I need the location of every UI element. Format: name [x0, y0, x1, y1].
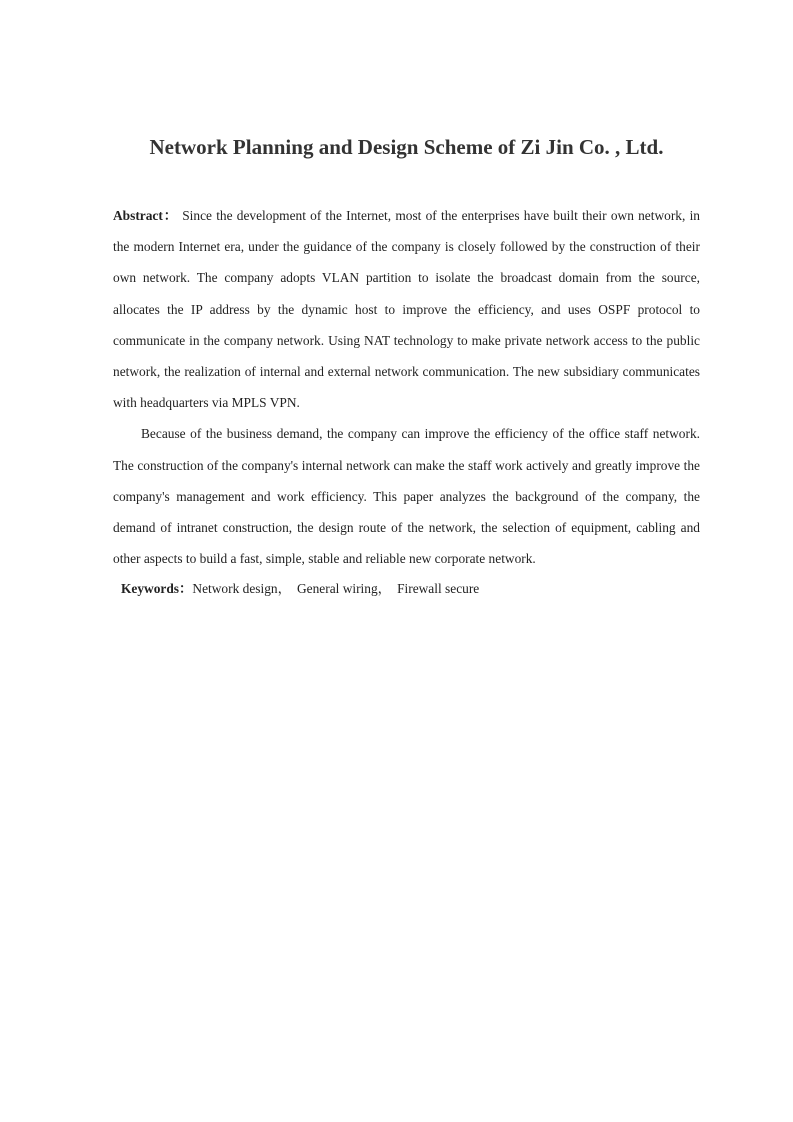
- abstract-section: [113, 200, 700, 574]
- keywords-line: [121, 573, 479, 604]
- keyword-item: General wiring: [296, 581, 378, 596]
- keywords-label: Keywords：: [121, 581, 193, 596]
- abstract-paragraph-2: Because of the business demand, the company can improve the efficiency of the office staff network. The construction of the company's internal network can make the staff work actively and greatly improve the company's management and work efficiency. This paper analyzes the background of the company, the demand of intranet construction, the design route of the network, the selection of equipment, cabling and other aspects to build a fast, simple, stable and reliable new corporate network.: [113, 426, 700, 567]
- paper-title: Network Planning and Design Scheme of Zi Jin Co. , Ltd.: [149, 135, 664, 159]
- abstract-paragraph-1: [113, 200, 700, 418]
- abstract-label: Abstract：: [113, 208, 178, 223]
- keyword-separator: ，: [277, 581, 291, 596]
- keyword-item: Firewall secure: [397, 581, 480, 596]
- keyword-separator: ，: [377, 581, 392, 596]
- abstract-text-1: Since the development of the Internet, most of the enterprises have built their own network, in the modern Internet era, under the guidance of the company is closely followed by the construction of their own network. The company adopts VLAN partition to isolate the broadcast domain from the source, allocates the IP address by the dynamic host to improve the efficiency, and uses OSPF protocol to communicate in the company network. Using NAT technology to make private network access to the public network, the realization of internal and external network communication. The new subsidiary communicates with headquarters via MPLS VPN.: [113, 208, 700, 411]
- keyword-item: Network design: [192, 581, 278, 596]
